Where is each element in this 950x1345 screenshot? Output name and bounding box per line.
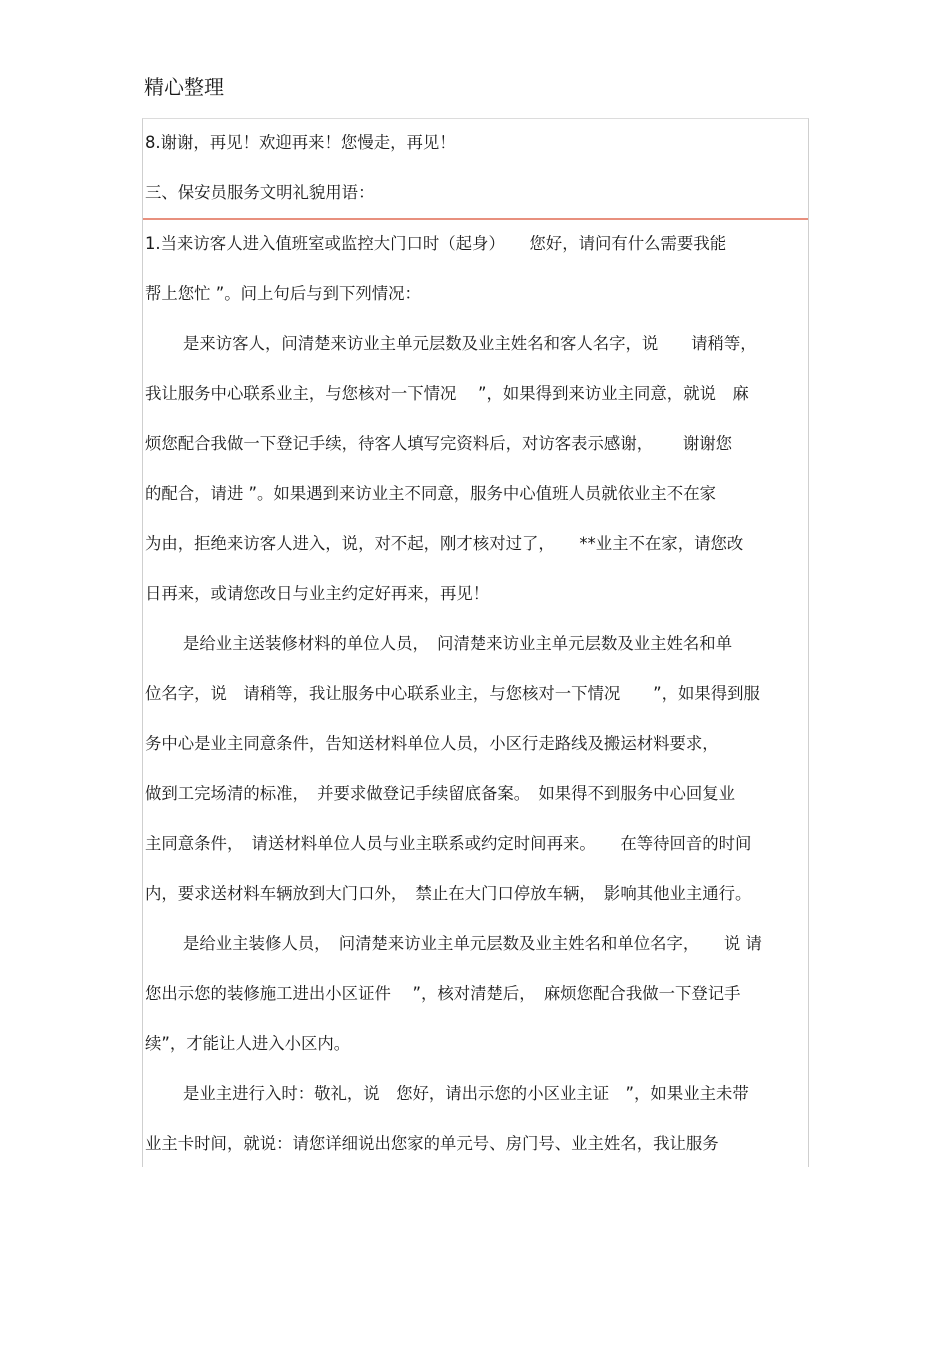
text-line: 1.当来访客人进入值班室或监控大门口时（起身） 您好，请问有什么需要我能: [145, 234, 727, 253]
text-line: 务中心是业主同意条件，告知送材料单位人员，小区行走路线及搬运材料要求，: [145, 734, 719, 753]
paragraph-start: 是给业主送装修材料的单位人员， 问清楚来访业主单元层数及业主姓名和单: [183, 634, 733, 653]
paragraph-start: 是业主进行入时：敬礼，说 您好，请出示您的小区业主证 ”，如果业主未带: [183, 1084, 749, 1103]
text-line: 做到工完场清的标准， 并要求做登记手续留底备案。 如果得不到服务中心回复业: [145, 784, 736, 803]
document-body: [142, 118, 809, 1167]
text-line: 帮上您忙 ”。问上句后与到下列情况：: [145, 284, 421, 303]
text-line: 日再来，或请您改日与业主约定好再来，再见！: [145, 584, 490, 603]
paragraph-start: 是给业主装修人员， 问清楚来访业主单元层数及业主姓名和单位名字， 说 请: [183, 934, 762, 953]
text-line: 的配合，请进 ”。如果遇到来访业主不同意，服务中心值班人员就依业主不在家: [145, 484, 716, 503]
paragraph-start: 是来访客人，问清楚来访业主单元层数及业主姓名和客人名字，说 请稍等，: [183, 334, 757, 353]
text-line: 我让服务中心联系业主，与您核对一下情况 ”，如果得到来访业主同意，就说 麻: [145, 384, 749, 403]
text-line: 8.谢谢，再见！欢迎再来！您慢走，再见！: [145, 133, 456, 152]
section-divider: [143, 218, 808, 220]
text-line: 您出示您的装修施工进出小区证件 ”，核对清楚后， 麻烦您配合我做一下登记手: [145, 984, 741, 1003]
text-line: 内，要求送材料车辆放到大门口外， 禁止在大门口停放车辆， 影响其他业主通行。: [145, 884, 752, 903]
text-line: 烦您配合我做一下登记手续，待客人填写完资料后，对访客表示感谢， 谢谢您: [145, 434, 733, 453]
text-line: 为由，拒绝来访客人进入，说，对不起，刚才核对过了， **业主不在家，请您改: [145, 534, 744, 553]
text-line: 位名字，说 请稍等，我让服务中心联系业主，与您核对一下情况 ”，如果得到服: [145, 684, 760, 703]
text-line: 主同意条件， 请送材料单位人员与业主联系或约定时间再来。 在等待回音的时间: [145, 834, 752, 853]
page-header: 精心整理: [144, 75, 224, 99]
text-line: 续”，才能让人进入小区内。: [145, 1034, 351, 1053]
text-line: 业主卡时间，就说：请您详细说出您家的单元号、房门号、业主姓名，我让服务: [145, 1134, 719, 1153]
section-heading: 三、保安员服务文明礼貌用语：: [145, 183, 375, 202]
